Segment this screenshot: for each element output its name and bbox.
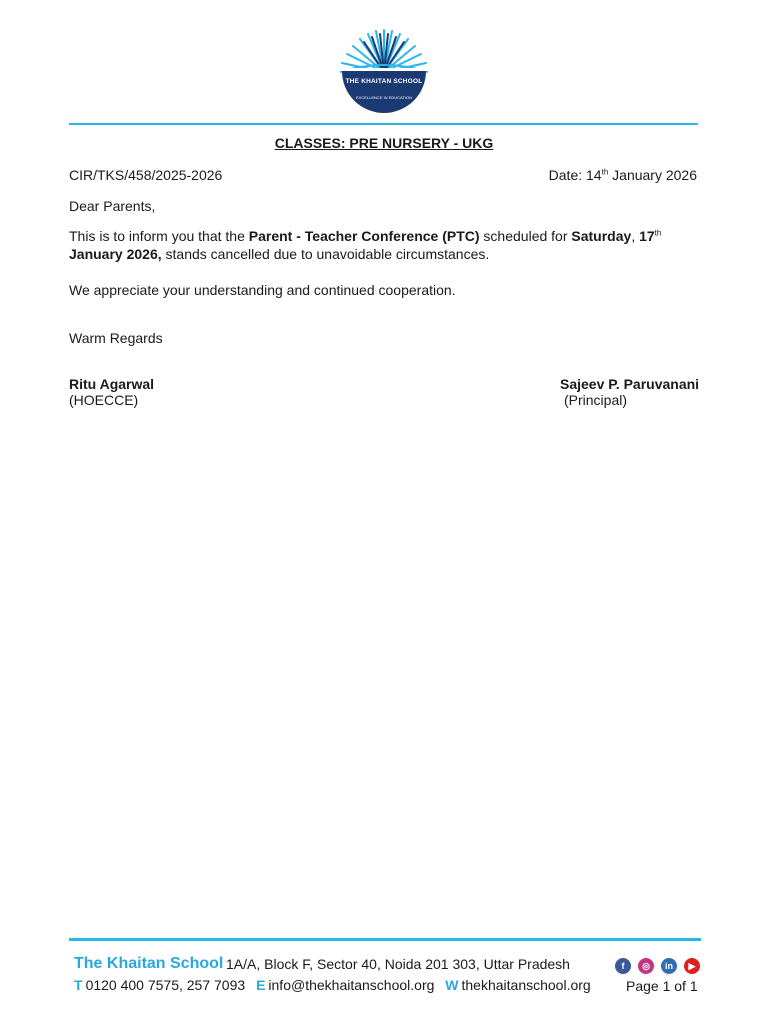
- reference-number: CIR/TKS/458/2025-2026: [69, 167, 223, 183]
- email-label: E: [256, 977, 266, 993]
- p1-event-name: Parent - Teacher Conference (PTC): [248, 228, 480, 244]
- p1-text-h: stands cancelled due to unavoidable circumstances.: [161, 246, 490, 262]
- salutation: Dear Parents,: [69, 198, 156, 214]
- footer-school-name: The Khaitan School: [74, 955, 224, 972]
- school-logo: [334, 28, 434, 118]
- footer-contact: [74, 977, 591, 993]
- instagram-icon[interactable]: ◎: [638, 958, 654, 974]
- signatory-left-name: Ritu Agarwal: [69, 376, 155, 392]
- social-icons: [615, 958, 700, 974]
- date-suffix: th: [601, 167, 609, 177]
- header-divider: [69, 123, 698, 125]
- website-link[interactable]: thekhaitanschool.org: [461, 977, 591, 993]
- signatory-left-title: (HOECCE): [69, 392, 139, 408]
- logo-tagline: EXCELLENCE IN EDUCATION: [356, 95, 412, 100]
- footer-address: 1A/A, Block F, Sector 40, Noida 201 303, Uttar Pradesh: [226, 956, 570, 972]
- closing: Warm Regards: [69, 330, 163, 346]
- p1-month-year: January 2026,: [69, 246, 162, 262]
- p1-date: 17: [639, 228, 655, 244]
- logo-name: THE KHAITAN SCHOOL: [345, 78, 423, 85]
- email-link[interactable]: info@thekhaitanschool.org: [268, 977, 435, 993]
- body-paragraph-1: [69, 227, 709, 263]
- p1-text-c: scheduled for: [479, 228, 572, 244]
- linkedin-icon[interactable]: in: [661, 958, 677, 974]
- facebook-icon[interactable]: f: [615, 958, 631, 974]
- date-day: Date: 14: [548, 167, 602, 183]
- p1-text-e: ,: [631, 228, 640, 244]
- phone-label: T: [74, 977, 83, 993]
- body-paragraph-2: We appreciate your understanding and continued cooperation.: [69, 282, 456, 298]
- signatory-right-title: (Principal): [564, 392, 628, 408]
- web-label: W: [445, 977, 459, 993]
- footer-divider: [69, 938, 701, 941]
- circular-date: [549, 167, 697, 184]
- p1-date-suffix: th: [654, 228, 662, 238]
- signatory-right-name: Sajeev P. Paruvanani: [560, 376, 700, 392]
- youtube-icon[interactable]: ▶: [684, 958, 700, 974]
- date-month-year: January 2026: [608, 167, 697, 183]
- p1-day: Saturday: [571, 228, 632, 244]
- circular-heading: CLASSES: PRE NURSERY - UKG: [274, 135, 494, 151]
- p1-text-a: This is to inform you that the: [69, 228, 249, 244]
- page-number: Page 1 of 1: [626, 978, 698, 994]
- phone-number: 0120 400 7575, 257 7093: [85, 977, 246, 993]
